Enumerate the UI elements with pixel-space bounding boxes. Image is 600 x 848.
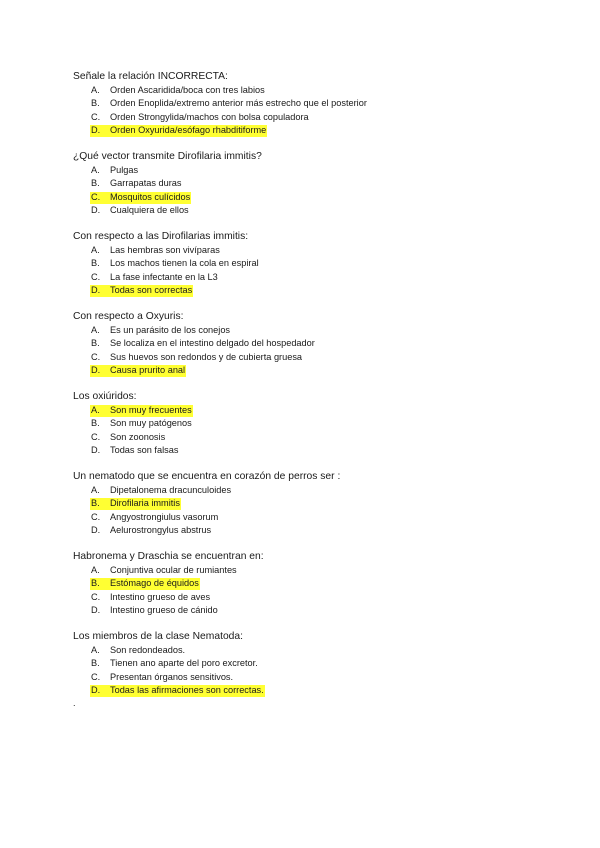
option-item (73, 351, 573, 364)
option-item (73, 164, 573, 177)
option-text: Garrapatas duras (110, 178, 182, 189)
option-text: Tienen ano aparte del poro excretor. (110, 658, 258, 669)
option-letter: B. (91, 338, 100, 349)
option-list (73, 164, 573, 217)
question-block (73, 470, 573, 537)
option-text: Pulgas (110, 165, 139, 176)
option-letter: B. (91, 498, 100, 509)
question-list (73, 70, 573, 710)
option-item (73, 511, 573, 524)
option-text: Es un parásito de los conejos (110, 325, 231, 336)
option-letter: B. (91, 258, 100, 269)
option-letter: C. (91, 351, 101, 362)
option-list (73, 84, 573, 137)
option-letter: D. (91, 444, 101, 455)
question-block (73, 150, 573, 217)
question-text: Un nematodo que se encuentra en corazón de perros ser : (73, 470, 341, 482)
option-item (73, 111, 573, 124)
option-letter: A. (91, 405, 100, 416)
option-text: La fase infectante en la L3 (110, 271, 218, 282)
option-letter: A. (91, 245, 100, 256)
option-letter: C. (91, 591, 101, 602)
option-item (73, 671, 573, 684)
option-letter: D. (91, 684, 101, 695)
option-item-highlighted (73, 684, 573, 697)
trailing-text: . (73, 698, 76, 708)
question-text: Los oxiúridos: (73, 390, 137, 402)
option-letter: C. (91, 271, 101, 282)
option-item (73, 257, 573, 270)
option-text: Son muy frecuentes (110, 405, 192, 416)
option-letter: A. (91, 325, 100, 336)
option-item (73, 431, 573, 444)
option-letter: C. (91, 511, 101, 522)
option-text: Los machos tienen la cola en espiral (110, 258, 259, 269)
option-item-highlighted (73, 191, 573, 204)
question-text: Los miembros de la clase Nematoda: (73, 630, 243, 642)
option-item (73, 591, 573, 604)
option-letter: C. (91, 671, 101, 682)
option-letter: C. (91, 111, 101, 122)
option-text: Se localiza en el intestino delgado del hospedador (110, 338, 315, 349)
option-item (73, 84, 573, 97)
option-item (73, 324, 573, 337)
option-letter: B. (91, 418, 100, 429)
option-text: Son muy patógenos (110, 418, 192, 429)
option-list (73, 324, 573, 377)
option-text: Intestino grueso de cánido (110, 604, 218, 615)
option-list (73, 244, 573, 297)
option-text: Son redondeados. (110, 644, 186, 655)
option-text: Cualquiera de ellos (110, 205, 189, 216)
question-block (73, 310, 573, 377)
option-item (73, 417, 573, 430)
option-item (73, 484, 573, 497)
question-block (73, 390, 573, 457)
option-list (73, 644, 573, 697)
option-item (73, 444, 573, 457)
option-item-highlighted (73, 404, 573, 417)
option-letter: C. (91, 191, 101, 202)
option-text: Aelurostrongylus abstrus (110, 524, 212, 535)
option-text: Todas son falsas (110, 444, 179, 455)
option-text: Orden Oxyurida/esófago rhabditiforme (110, 125, 267, 136)
option-text: Las hembras son vivíparas (110, 245, 220, 256)
option-item (73, 524, 573, 537)
option-text: Todas son correctas (110, 285, 193, 296)
option-text: Sus huevos son redondos y de cubierta gruesa (110, 351, 303, 362)
option-item (73, 244, 573, 257)
option-letter: D. (91, 205, 101, 216)
question-block (73, 70, 573, 137)
option-item (73, 204, 573, 217)
option-letter: B. (91, 658, 100, 669)
option-text: Orden Strongylida/machos con bolsa copuladora (110, 111, 309, 122)
option-letter: D. (91, 524, 101, 535)
question-text: Con respecto a Oxyuris: (73, 310, 184, 322)
option-item-highlighted (73, 124, 573, 137)
question-block (73, 230, 573, 297)
option-text: Dirofilaria immitis (110, 498, 180, 509)
question-text: Con respecto a las Dirofilarias immitis: (73, 230, 249, 242)
option-letter: A. (91, 485, 100, 496)
option-text: Intestino grueso de aves (110, 591, 211, 602)
option-list (73, 484, 573, 537)
option-list (73, 564, 573, 617)
option-letter: B. (91, 578, 100, 589)
option-letter: A. (91, 565, 100, 575)
option-letter: A. (91, 165, 100, 176)
option-text: Estómago de équidos (110, 578, 199, 589)
option-letter: C. (91, 431, 101, 442)
option-text: Mosquitos culícidos (110, 191, 191, 202)
option-item-highlighted (73, 364, 573, 377)
option-letter: D. (91, 285, 101, 296)
option-text: Conjuntiva ocular de rumiantes (110, 565, 237, 575)
option-text: Todas las afirmaciones son correctas. (110, 684, 264, 695)
option-letter: D. (91, 125, 101, 136)
option-text: Orden Enoplida/extremo anterior más estrecho que el posterior (110, 98, 367, 109)
option-item (73, 97, 573, 110)
question-text: Señale la relación INCORRECTA: (73, 71, 228, 82)
option-item (73, 337, 573, 350)
option-text: Son zoonosis (110, 431, 166, 442)
option-text: Orden Ascaridida/boca con tres labios (110, 85, 265, 96)
option-item-highlighted (73, 497, 573, 510)
option-letter: A. (91, 644, 100, 655)
question-block (73, 550, 573, 617)
option-item (73, 177, 573, 190)
option-text: Causa prurito anal (110, 364, 186, 375)
option-letter: A. (91, 85, 100, 96)
question-block (73, 630, 573, 697)
option-item (73, 644, 573, 657)
option-item (73, 604, 573, 617)
option-item (73, 564, 573, 577)
option-item (73, 271, 573, 284)
option-letter: D. (91, 604, 101, 615)
option-item (73, 657, 573, 670)
option-item-highlighted (73, 284, 573, 297)
option-letter: B. (91, 98, 100, 109)
question-text: Habronema y Draschia se encuentran en: (73, 550, 264, 562)
question-text: ¿Qué vector transmite Dirofilaria immitis? (73, 150, 262, 162)
option-list (73, 404, 573, 457)
option-text: Dipetalonema dracunculoides (110, 485, 232, 496)
option-letter: D. (91, 364, 101, 375)
option-text: Presentan órganos sensitivos. (110, 671, 234, 682)
option-letter: B. (91, 178, 100, 189)
option-text: Angyostrongiulus vasorum (110, 511, 219, 522)
option-item-highlighted (73, 577, 573, 590)
